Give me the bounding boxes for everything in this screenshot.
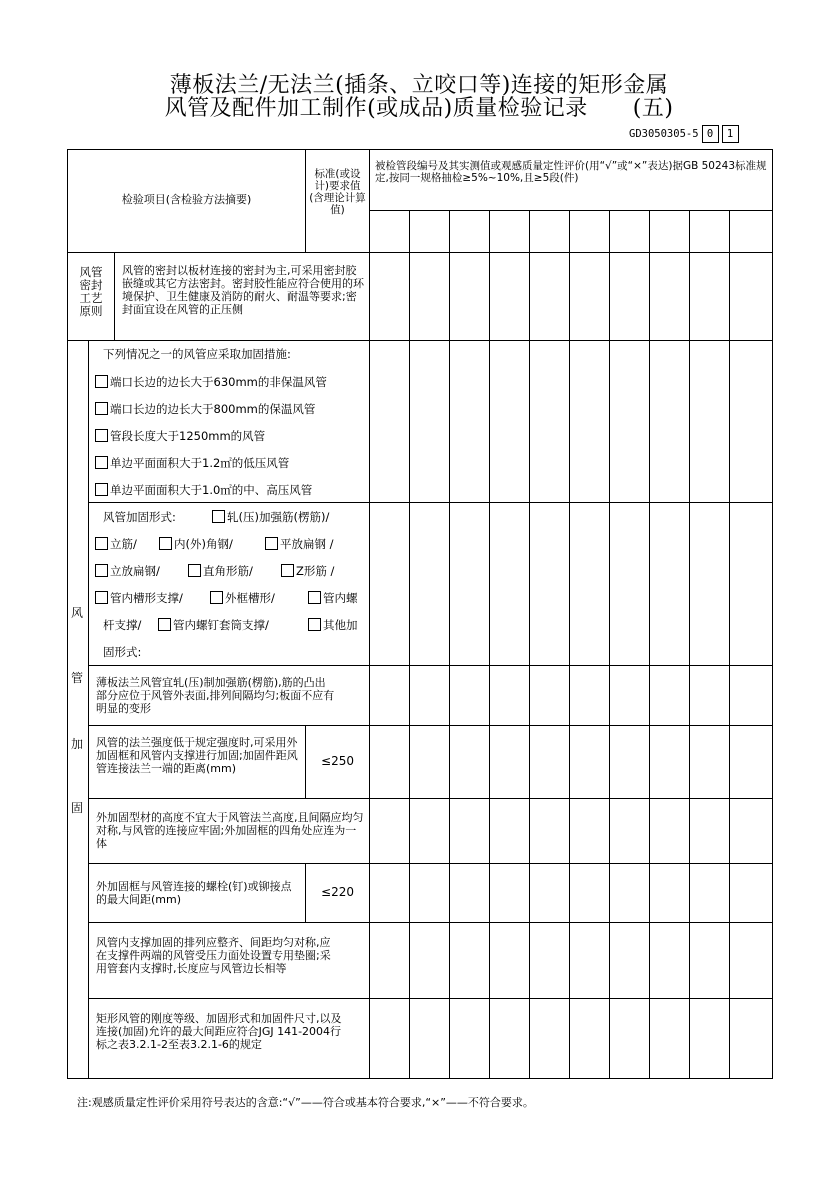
condition-checkbox[interactable]: 单边平面面积大于1.0㎡的中、高压风管: [95, 483, 312, 497]
reinforce-side-char-4: 固: [71, 801, 84, 815]
footnote: 注:观感质量定性评价采用符号表达的含意:“√”——符合或基本符合要求,“×”——不符合要求。: [77, 1096, 534, 1109]
form-checkbox[interactable]: 其他加: [308, 618, 358, 632]
form-code-box-1: 0: [702, 125, 719, 143]
seal-label: 风管密封工艺原则: [79, 265, 103, 318]
form-checkbox[interactable]: 内(外)角钢/: [159, 537, 233, 551]
form-checkbox[interactable]: Z形筋 /: [281, 564, 334, 578]
form-checkbox[interactable]: 立筋/: [95, 537, 137, 551]
form-title-line1: 薄板法兰/无法兰(插条、立咬口等)连接的矩形金属: [169, 73, 669, 98]
condition-checkbox[interactable]: 端口长边的边长大于630mm的非保温风管: [95, 375, 327, 389]
requirement-text-2: 风管的法兰强度低于规定强度时,可采用外加固框和风管内支撑进行加固;加固件距风管连接法兰一端的距离(mm): [96, 736, 298, 775]
form-label-continued: 固形式:: [103, 645, 142, 659]
conditions-title: 下列情况之一的风管应采取加固措施:: [103, 347, 291, 361]
requirement-text-4: 外加固框与风管连接的螺栓(钉)或铆接点的最大间距(mm): [96, 880, 292, 906]
form-checkbox[interactable]: 管内螺: [308, 591, 358, 605]
requirement-text-6: 矩形风管的刚度等级、加固形式和加固件尺寸,以及连接(加固)允许的最大间距应符合JGJ 141-2004行标之表3.2.1-2至表3.2.1-6的规定: [96, 1012, 342, 1051]
condition-checkbox[interactable]: 单边平面面积大于1.2㎡的低压风管: [95, 456, 289, 470]
header-eval-col: 被检管段编号及其实测值或观感质量定性评价(用“√”或“×”表达)据GB 50243标准规定,按同一规格抽检≥5%~10%,且≥5段(件): [375, 160, 767, 184]
reinforce-side-char-3: 加: [71, 737, 84, 751]
reinforce-side-char-1: 风: [71, 606, 84, 620]
seal-text: 风管的密封以板材连接的密封为主,可采用密封胶嵌缝或其它方法密封。密封胶性能应符合使用的环境保护、卫生健康及消防的耐火、耐温等要求;密封面宜设在风管的正压侧: [122, 264, 364, 316]
form-checkbox[interactable]: 立放扁钢/: [95, 564, 160, 578]
header-item-col: 检验项目(含检验方法摘要): [121, 193, 252, 206]
requirement-text-5: 风管内支撑加固的排列应整齐、间距均匀对称,应在支撑件两端的风管受压力面处设置专用垫圈;采用管套内支撑时,长度应与风管边长相等: [96, 936, 331, 975]
requirement-text-1: 薄板法兰风管宜轧(压)制加强筋(楞筋),筋的凸出部分应位于风管外表面,排列间隔均匀;板面不应有明显的变形: [96, 676, 335, 715]
form-checkbox[interactable]: 外框槽形/: [210, 591, 275, 605]
form-checkbox[interactable]: 管内槽形支撑/: [95, 591, 183, 605]
requirement-text-3: 外加固型材的高度不宜大于风管法兰高度,且间隔应均匀对称,与风管的连接应牢固;外加固框的四角处应连为一体: [96, 811, 364, 850]
form-label-continued: 杆支撑/: [103, 618, 142, 632]
forms-title: 风管加固形式:: [103, 510, 176, 524]
form-checkbox[interactable]: 管内螺钉套筒支撑/: [158, 618, 269, 632]
form-title-line2: 风管及配件加工制作(或成品)质量检验记录 (五): [164, 96, 674, 121]
form-code-prefix: GD3050305-5: [629, 128, 699, 140]
form-checkbox[interactable]: 轧(压)加强筋(楞筋)/: [212, 510, 329, 524]
requirement-value-4: ≤220: [321, 885, 354, 899]
header-standard-col: 标准(或设计)要求值(含理论计算值): [309, 168, 366, 216]
form-checkbox[interactable]: 平放扁钢 /: [265, 537, 334, 551]
form-code-box-2: 1: [722, 125, 739, 143]
requirement-value-2: ≤250: [321, 754, 354, 768]
condition-checkbox[interactable]: 管段长度大于1250mm的风管: [95, 429, 265, 443]
condition-checkbox[interactable]: 端口长边的边长大于800mm的保温风管: [95, 402, 315, 416]
form-checkbox[interactable]: 直角形筋/: [188, 564, 253, 578]
reinforce-side-char-2: 管: [71, 671, 84, 685]
